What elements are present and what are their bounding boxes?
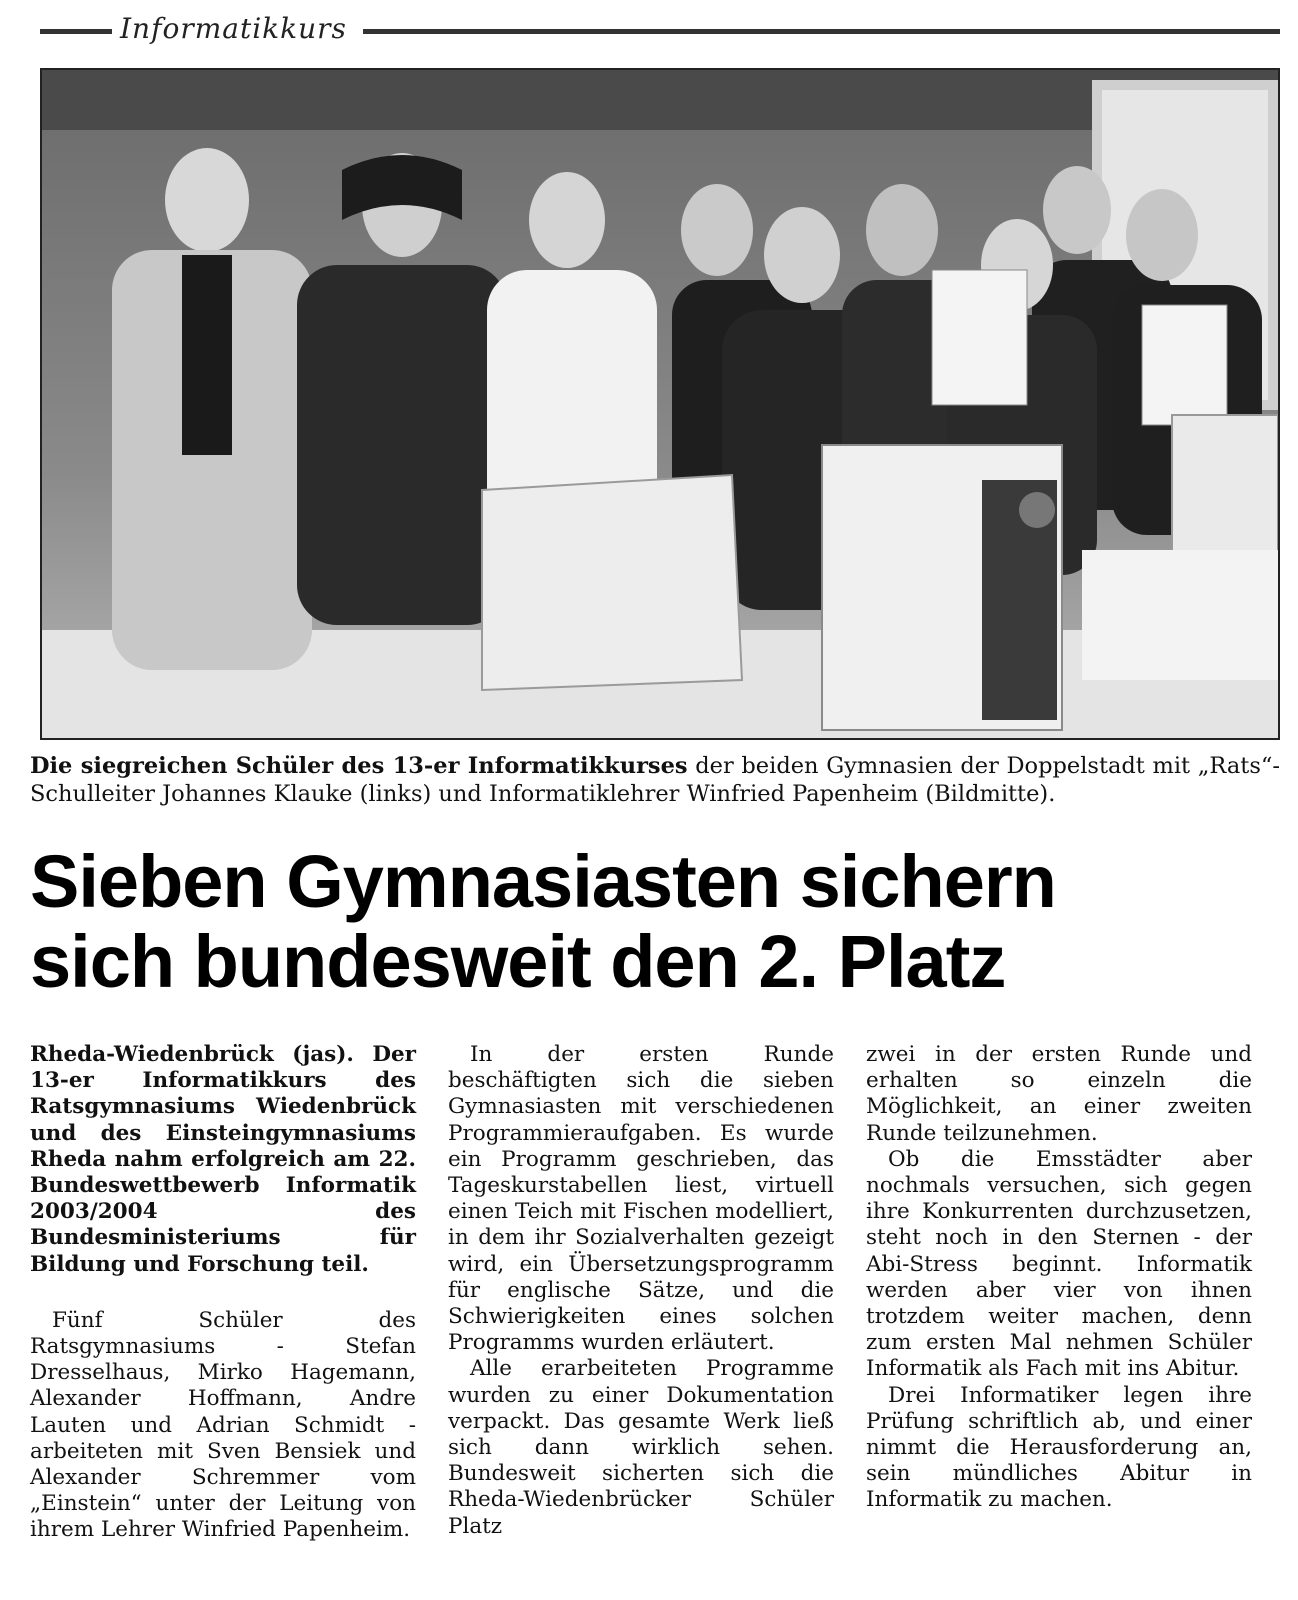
headline-line-1: Sieben Gymnasiasten sichern [30, 840, 1056, 923]
group-photo [40, 68, 1280, 740]
article-paragraph: Drei Informatiker legen ihre Prüfung schriftlich ab, und einer nimmt die Herausforderung an, sein mündliches Abitur in Informatik zu machen. [866, 1382, 1252, 1513]
photo-caption [30, 752, 1280, 808]
section-rubric [40, 10, 1280, 50]
caption-lead: Die siegreichen Schüler des 13-er Informatikkurses [30, 753, 688, 779]
rubric-rule-right [363, 29, 1280, 34]
article-column-3 [866, 1042, 1252, 1514]
group-photo-icon [42, 70, 1278, 738]
headline-line-2: sich bundesweit den 2. Platz [30, 920, 1006, 1003]
article-column-1 [30, 1042, 416, 1544]
headline [30, 842, 1280, 1002]
article-column-2 [448, 1042, 834, 1540]
article-intro: Rheda-Wiedenbrück (jas). Der 13-er Informatikkurs des Ratsgymnasiums Wiedenbrück und des Einsteingymnasiums Rheda nahm erfolgreich am 22. Bundeswettbewerb Informatik 2003/2004 des Bundesministeriums für Bildung und Forschung teil. [30, 1042, 416, 1277]
rubric-rule-left [40, 29, 112, 34]
article-paragraph: Alle erarbeiteten Programme wurden zu einer Dokumentation verpackt. Das gesamte Werk ließ sich dann wirklich sehen. Bundesweit sicherten sich die Rheda-Wiedenbrücker Schüler Platz [448, 1356, 834, 1539]
section-label: Informatikkurs [120, 12, 347, 45]
article-paragraph: Ob die Emsstädter aber nochmals versuchen, sich gegen ihre Konkurrenten durchzusetzen, steht noch in den Sternen - der Abi-Stress beginnt. Informatik werden aber vier von ihnen trotzdem weiter machen, denn zum ersten Mal nehmen Schüler Informatik als Fach mit ins Abitur. [866, 1146, 1252, 1382]
article-paragraph: In der ersten Runde beschäftigten sich die sieben Gymnasiasten mit verschiedenen Programmieraufgaben. Es wurde ein Programm geschrieben, das Tageskurstabellen liest, virtuell einen Teich mit Fischen modelliert, in dem ihr Sozialverhalten gezeigt wird, ein Übersetzungsprogramm für englische Sätze, und die Schwierigkeiten eines solchen Programms wurden erläutert. [448, 1042, 834, 1356]
article-paragraph: Fünf Schüler des Ratsgymnasiums - Stefan Dresselhaus, Mirko Hagemann, Alexander Hoffmann, Andre Lauten und Adrian Schmidt - arbeiteten mit Sven Bensiek und Alexander Schremmer vom „Einstein“ unter der Leitung von ihrem Lehrer Winfried Papenheim. [30, 1307, 416, 1543]
article-paragraph: zwei in der ersten Runde und erhalten so einzeln die Möglichkeit, an einer zweiten Runde teilzunehmen. [866, 1042, 1252, 1146]
caption-text: der beiden Gymnasien der Doppelstadt mit „Rats“-Schulleiter Johannes Klauke (links) und Informatiklehrer Winfried Papenheim (Bildmitte). [30, 753, 1280, 807]
